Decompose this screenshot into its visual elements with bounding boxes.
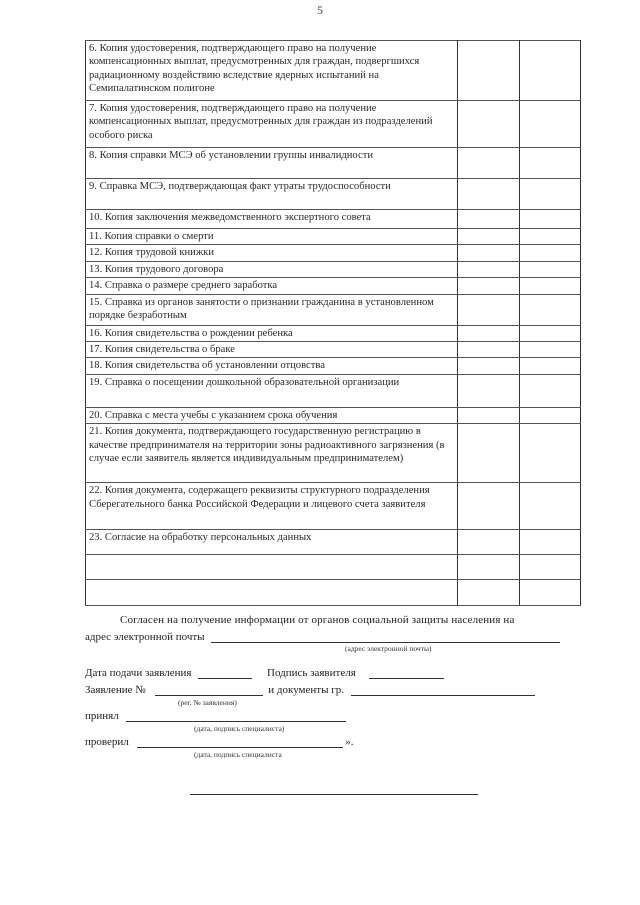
date-field[interactable] (198, 667, 252, 679)
mark-cell-2[interactable] (520, 407, 581, 423)
document-row (86, 261, 581, 277)
mark-cell-2[interactable] (520, 342, 581, 358)
document-row (86, 148, 581, 179)
mark-cell-2[interactable] (520, 261, 581, 277)
mark-cell-2[interactable] (520, 555, 581, 580)
document-name-cell: 9. Справка МСЭ, подтверждающая факт утраты трудоспособности (86, 179, 458, 210)
mark-cell-1[interactable] (458, 483, 520, 530)
documents-table (85, 40, 581, 606)
mark-cell-2[interactable] (520, 210, 581, 229)
checked-field[interactable] (137, 736, 343, 748)
signature-label: Подпись заявителя (267, 667, 356, 679)
document-row (86, 278, 581, 294)
document-name-cell: 18. Копия свидетельства об установлении отцовства (86, 358, 458, 374)
mark-cell-2[interactable] (520, 358, 581, 374)
signature-field[interactable] (369, 667, 444, 679)
document-row (86, 530, 581, 555)
document-name-cell: 7. Копия удостоверения, подтверждающего право на получение компенсационных выплат, предусмотренных для граждан из подразделений особого риска (86, 101, 458, 148)
mark-cell-1[interactable] (458, 358, 520, 374)
document-row (86, 555, 581, 580)
mark-cell-1[interactable] (458, 342, 520, 358)
mark-cell-1[interactable] (458, 407, 520, 423)
mark-cell-2[interactable] (520, 41, 581, 101)
document-row (86, 580, 581, 606)
checked-label: проверил (85, 736, 129, 748)
document-name-cell (86, 580, 458, 606)
mark-cell-1[interactable] (458, 41, 520, 101)
mark-cell-1[interactable] (458, 278, 520, 294)
mark-cell-1[interactable] (458, 261, 520, 277)
date-label: Дата подачи заявления (85, 667, 192, 679)
email-label: адрес электронной почты (85, 631, 205, 643)
document-name-cell: 10. Копия заключения межведомственного экспертного совета (86, 210, 458, 229)
mark-cell-2[interactable] (520, 278, 581, 294)
document-row (86, 245, 581, 261)
checked-suffix: ». (345, 736, 354, 748)
mark-cell-1[interactable] (458, 325, 520, 341)
mark-cell-1[interactable] (458, 374, 520, 407)
email-field[interactable] (211, 631, 560, 643)
mark-cell-1[interactable] (458, 179, 520, 210)
mark-cell-1[interactable] (458, 101, 520, 148)
document-row (86, 41, 581, 101)
accepted-label: принял (85, 710, 119, 722)
document-name-cell (86, 555, 458, 580)
document-row (86, 101, 581, 148)
applicant-name-field[interactable] (351, 684, 535, 696)
document-name-cell: 11. Копия справки о смерти (86, 229, 458, 245)
mark-cell-1[interactable] (458, 148, 520, 179)
document-row (86, 294, 581, 325)
mark-cell-1[interactable] (458, 245, 520, 261)
document-row (86, 424, 581, 483)
page-number: 5 (317, 3, 323, 17)
document-row (86, 407, 581, 423)
mark-cell-1[interactable] (458, 210, 520, 229)
document-row (86, 374, 581, 407)
checked-caption: (дата, подпись специалиста (194, 750, 282, 759)
accepted-field[interactable] (126, 710, 346, 722)
document-name-cell: 6. Копия удостоверения, подтверждающего право на получение компенсационных выплат, предусмотренных для граждан, подвергшихся радиационному воздействию вследствие ядерных испытаний на Семипалатинском полигоне (86, 41, 458, 101)
mark-cell-2[interactable] (520, 245, 581, 261)
consent-text: Согласен на получение информации от органов социальной защиты населения на (120, 614, 515, 626)
mark-cell-2[interactable] (520, 530, 581, 555)
document-name-cell: 13. Копия трудового договора (86, 261, 458, 277)
mark-cell-1[interactable] (458, 229, 520, 245)
documents-label: и документы гр. (268, 684, 344, 696)
document-name-cell: 12. Копия трудовой книжки (86, 245, 458, 261)
document-row (86, 210, 581, 229)
accepted-caption: (дата, подпись специалиста) (194, 724, 285, 733)
bottom-divider (190, 794, 478, 795)
documents-table-body (86, 41, 581, 606)
email-caption: (адрес электронной почты) (345, 644, 432, 653)
document-name-cell: 19. Справка о посещении дошкольной образовательной организации (86, 374, 458, 407)
checked-row (85, 736, 354, 748)
mark-cell-1[interactable] (458, 555, 520, 580)
accepted-row (85, 710, 346, 722)
document-row (86, 229, 581, 245)
document-name-cell: 20. Справка с места учебы с указанием срока обучения (86, 407, 458, 423)
document-row (86, 342, 581, 358)
document-name-cell: 22. Копия документа, содержащего реквизиты структурного подразделения Сберегательного банка Российской Федерации и лицевого счета заявителя (86, 483, 458, 530)
document-name-cell: 15. Справка из органов занятости о признании гражданина в установленном порядке безработным (86, 294, 458, 325)
document-name-cell: 8. Копия справки МСЭ об установлении группы инвалидности (86, 148, 458, 179)
application-number-field[interactable] (155, 684, 263, 696)
mark-cell-2[interactable] (520, 294, 581, 325)
mark-cell-1[interactable] (458, 294, 520, 325)
document-name-cell: 23. Согласие на обработку персональных данных (86, 530, 458, 555)
mark-cell-2[interactable] (520, 580, 581, 606)
application-row (85, 684, 535, 696)
mark-cell-2[interactable] (520, 325, 581, 341)
mark-cell-1[interactable] (458, 530, 520, 555)
mark-cell-2[interactable] (520, 374, 581, 407)
mark-cell-2[interactable] (520, 483, 581, 530)
date-row (85, 667, 444, 679)
document-name-cell: 17. Копия свидетельства о браке (86, 342, 458, 358)
mark-cell-2[interactable] (520, 424, 581, 483)
mark-cell-2[interactable] (520, 179, 581, 210)
document-name-cell: 21. Копия документа, подтверждающего государственную регистрацию в качестве предпринимателя на территории зоны радиоактивного загрязнения (в случае если заявитель является индивидуальным предпринимателем) (86, 424, 458, 483)
document-row (86, 179, 581, 210)
mark-cell-2[interactable] (520, 229, 581, 245)
email-row (85, 631, 560, 643)
document-name-cell: 14. Справка о размере среднего заработка (86, 278, 458, 294)
reg-caption: (рег. № заявления) (178, 698, 237, 707)
document-row (86, 483, 581, 530)
application-label: Заявление № (85, 684, 146, 696)
mark-cell-2[interactable] (520, 148, 581, 179)
mark-cell-2[interactable] (520, 101, 581, 148)
mark-cell-1[interactable] (458, 580, 520, 606)
mark-cell-1[interactable] (458, 424, 520, 483)
document-name-cell: 16. Копия свидетельства о рождении ребенка (86, 325, 458, 341)
document-row (86, 358, 581, 374)
document-row (86, 325, 581, 341)
